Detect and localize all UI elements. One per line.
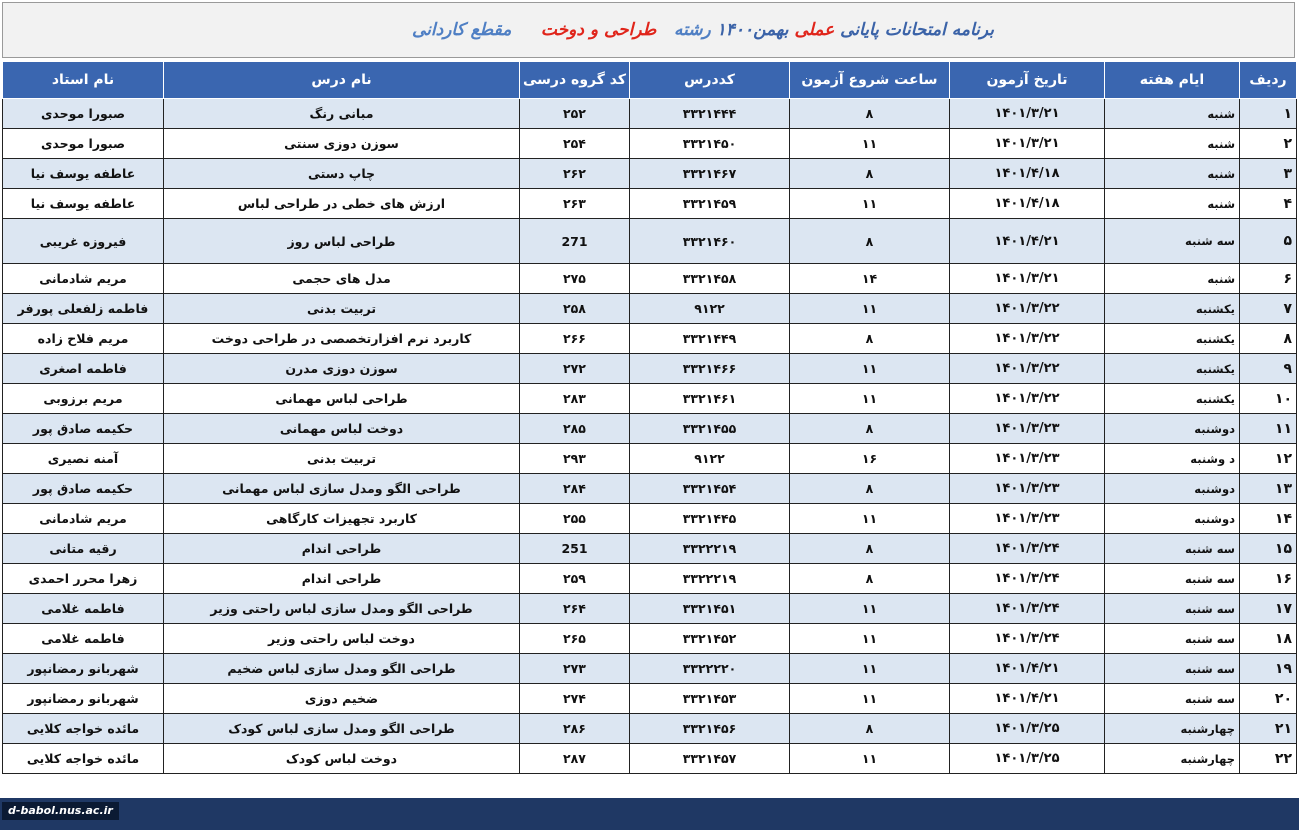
col-header-group: کد گروه درسی bbox=[520, 62, 630, 99]
cell-day: دوشنبه bbox=[1105, 504, 1240, 534]
cell-day: دوشنبه bbox=[1105, 474, 1240, 504]
cell-group: ۲۶۳ bbox=[520, 189, 630, 219]
cell-day: سه شنبه bbox=[1105, 684, 1240, 714]
cell-code: ۳۳۲۱۴۵۱ bbox=[630, 594, 790, 624]
cell-day: چهارشنبه bbox=[1105, 714, 1240, 744]
cell-code: ۳۳۲۱۴۶۷ bbox=[630, 159, 790, 189]
cell-date: ۱۴۰۱/۳/۲۴ bbox=[950, 564, 1105, 594]
cell-teacher: فاطمه زلفعلی پورفر bbox=[3, 294, 164, 324]
cell-group: ۲۶۶ bbox=[520, 324, 630, 354]
cell-teacher: مائده خواجه کلایی bbox=[3, 714, 164, 744]
cell-date: ۱۴۰۱/۳/۲۳ bbox=[950, 444, 1105, 474]
footer-url: d-babol.nus.ac.ir bbox=[2, 802, 119, 820]
cell-time: ۸ bbox=[790, 219, 950, 264]
cell-day: شنبه bbox=[1105, 264, 1240, 294]
table-row bbox=[3, 219, 1297, 264]
cell-course: سوزن دوزی سنتی bbox=[164, 129, 520, 159]
cell-course: کاربرد تجهیزات کارگاهی bbox=[164, 504, 520, 534]
cell-day: سه شنبه bbox=[1105, 654, 1240, 684]
cell-course: طراحی اندام bbox=[164, 564, 520, 594]
cell-num: ۱۲ bbox=[1240, 444, 1297, 474]
cell-group: ۲۸۴ bbox=[520, 474, 630, 504]
cell-time: ۸ bbox=[790, 99, 950, 129]
cell-num: ۹ bbox=[1240, 354, 1297, 384]
cell-teacher: عاطفه یوسف نیا bbox=[3, 189, 164, 219]
cell-course: ضخیم دوزی bbox=[164, 684, 520, 714]
cell-num: ۱۵ bbox=[1240, 534, 1297, 564]
cell-code: ۳۳۲۱۴۵۴ bbox=[630, 474, 790, 504]
table-row bbox=[3, 684, 1297, 714]
cell-date: ۱۴۰۱/۴/۲۱ bbox=[950, 219, 1105, 264]
cell-day: دوشنبه bbox=[1105, 414, 1240, 444]
cell-course: ارزش های خطی در طراحی لباس bbox=[164, 189, 520, 219]
cell-day: سه شنبه bbox=[1105, 624, 1240, 654]
page-title bbox=[412, 20, 994, 40]
cell-code: ۳۳۲۲۲۲۰ bbox=[630, 654, 790, 684]
cell-day: چهارشنبه bbox=[1105, 744, 1240, 774]
col-header-course: نام درس bbox=[164, 62, 520, 99]
cell-day: شنبه bbox=[1105, 189, 1240, 219]
title-part6: مقطع کاردانی bbox=[412, 20, 512, 40]
cell-code: ۹۱۲۲ bbox=[630, 294, 790, 324]
cell-time: ۱۱ bbox=[790, 624, 950, 654]
cell-date: ۱۴۰۱/۳/۲۳ bbox=[950, 474, 1105, 504]
cell-num: ۱۳ bbox=[1240, 474, 1297, 504]
cell-group: ۲۹۳ bbox=[520, 444, 630, 474]
cell-num: ۷ bbox=[1240, 294, 1297, 324]
cell-day: شنبه bbox=[1105, 129, 1240, 159]
cell-group: ۲۵۸ bbox=[520, 294, 630, 324]
cell-day: شنبه bbox=[1105, 99, 1240, 129]
cell-teacher: حکیمه صادق پور bbox=[3, 414, 164, 444]
cell-num: ۱۷ bbox=[1240, 594, 1297, 624]
cell-code: ۳۳۲۱۴۵۹ bbox=[630, 189, 790, 219]
cell-group: ۲۸۷ bbox=[520, 744, 630, 774]
title-part3: بهمن۱۴۰۰ bbox=[716, 20, 789, 40]
cell-time: ۱۱ bbox=[790, 504, 950, 534]
cell-teacher: حکیمه صادق پور bbox=[3, 474, 164, 504]
table-row bbox=[3, 294, 1297, 324]
cell-date: ۱۴۰۱/۴/۱۸ bbox=[950, 189, 1105, 219]
cell-code: ۳۳۲۱۴۵۸ bbox=[630, 264, 790, 294]
cell-num: ۴ bbox=[1240, 189, 1297, 219]
cell-group: ۲۶۲ bbox=[520, 159, 630, 189]
cell-teacher: عاطفه یوسف نیا bbox=[3, 159, 164, 189]
cell-day: سه شنبه bbox=[1105, 594, 1240, 624]
table-row bbox=[3, 324, 1297, 354]
cell-course: دوخت لباس کودک bbox=[164, 744, 520, 774]
table-row bbox=[3, 654, 1297, 684]
exam-schedule-table bbox=[2, 61, 1297, 774]
cell-date: ۱۴۰۱/۳/۲۲ bbox=[950, 384, 1105, 414]
cell-course: دوخت لباس راحتی وزیر bbox=[164, 624, 520, 654]
cell-time: ۱۶ bbox=[790, 444, 950, 474]
cell-num: ۶ bbox=[1240, 264, 1297, 294]
col-header-day: ایام هفته bbox=[1105, 62, 1240, 99]
cell-teacher: آمنه نصیری bbox=[3, 444, 164, 474]
cell-date: ۱۴۰۱/۳/۲۱ bbox=[950, 129, 1105, 159]
table-row bbox=[3, 444, 1297, 474]
cell-day: سه شنبه bbox=[1105, 564, 1240, 594]
cell-course: طراحی لباس مهمانی bbox=[164, 384, 520, 414]
col-header-num: ردیف bbox=[1240, 62, 1297, 99]
table-row bbox=[3, 714, 1297, 744]
cell-time: ۸ bbox=[790, 324, 950, 354]
cell-code: ۳۳۲۱۴۵۲ bbox=[630, 624, 790, 654]
cell-code: ۳۳۲۱۴۴۹ bbox=[630, 324, 790, 354]
cell-date: ۱۴۰۱/۳/۲۳ bbox=[950, 414, 1105, 444]
cell-time: ۱۱ bbox=[790, 294, 950, 324]
cell-day: د وشنبه bbox=[1105, 444, 1240, 474]
cell-teacher: فیروزه غریبی bbox=[3, 219, 164, 264]
cell-group: ۲۶۵ bbox=[520, 624, 630, 654]
table-row bbox=[3, 99, 1297, 129]
cell-course: طراحی الگو ومدل سازی لباس ضخیم bbox=[164, 654, 520, 684]
cell-num: ۱۴ bbox=[1240, 504, 1297, 534]
cell-time: ۸ bbox=[790, 564, 950, 594]
cell-num: ۱۰ bbox=[1240, 384, 1297, 414]
table-row bbox=[3, 534, 1297, 564]
cell-course: طراحی الگو ومدل سازی لباس مهمانی bbox=[164, 474, 520, 504]
cell-course: طراحی الگو ومدل سازی لباس کودک bbox=[164, 714, 520, 744]
cell-teacher: مریم برزوبی bbox=[3, 384, 164, 414]
title-part2: عملی bbox=[794, 20, 835, 40]
title-part1: برنامه امتحانات پایانی bbox=[840, 20, 994, 40]
cell-num: ۲ bbox=[1240, 129, 1297, 159]
cell-num: ۱۶ bbox=[1240, 564, 1297, 594]
cell-date: ۱۴۰۱/۳/۲۱ bbox=[950, 99, 1105, 129]
cell-group: ۲۶۴ bbox=[520, 594, 630, 624]
cell-date: ۱۴۰۱/۳/۲۲ bbox=[950, 354, 1105, 384]
cell-num: ۱۹ bbox=[1240, 654, 1297, 684]
cell-day: یکشنبه bbox=[1105, 384, 1240, 414]
cell-course: طراحی لباس روز bbox=[164, 219, 520, 264]
cell-group: ۲۵۲ bbox=[520, 99, 630, 129]
cell-date: ۱۴۰۱/۳/۲۱ bbox=[950, 264, 1105, 294]
cell-code: ۳۳۲۱۴۶۱ bbox=[630, 384, 790, 414]
cell-teacher: شهربانو رمضانپور bbox=[3, 654, 164, 684]
cell-time: ۸ bbox=[790, 414, 950, 444]
cell-time: ۱۱ bbox=[790, 744, 950, 774]
table-row bbox=[3, 594, 1297, 624]
cell-course: تربیت بدنی bbox=[164, 294, 520, 324]
cell-time: ۱۱ bbox=[790, 129, 950, 159]
cell-group: ۲۸۵ bbox=[520, 414, 630, 444]
cell-group: ۲۵۵ bbox=[520, 504, 630, 534]
cell-code: ۳۳۲۲۲۱۹ bbox=[630, 534, 790, 564]
cell-date: ۱۴۰۱/۳/۲۵ bbox=[950, 744, 1105, 774]
cell-time: ۱۱ bbox=[790, 684, 950, 714]
cell-time: ۱۱ bbox=[790, 384, 950, 414]
table-row bbox=[3, 159, 1297, 189]
col-header-teacher: نام استاد bbox=[3, 62, 164, 99]
cell-course: طراحی اندام bbox=[164, 534, 520, 564]
cell-course: سوزن دوزی مدرن bbox=[164, 354, 520, 384]
cell-time: ۸ bbox=[790, 714, 950, 744]
cell-time: ۱۱ bbox=[790, 654, 950, 684]
cell-course: تربیت بدنی bbox=[164, 444, 520, 474]
cell-time: ۱۴ bbox=[790, 264, 950, 294]
cell-time: ۸ bbox=[790, 159, 950, 189]
cell-teacher: شهربانو رمضانپور bbox=[3, 684, 164, 714]
cell-teacher: مریم فلاح زاده bbox=[3, 324, 164, 354]
table-row bbox=[3, 624, 1297, 654]
cell-code: ۹۱۲۲ bbox=[630, 444, 790, 474]
cell-group: 271 bbox=[520, 219, 630, 264]
cell-num: ۱۱ bbox=[1240, 414, 1297, 444]
cell-day: یکشنبه bbox=[1105, 294, 1240, 324]
cell-teacher: مریم شادمانی bbox=[3, 504, 164, 534]
table-row bbox=[3, 354, 1297, 384]
table-row bbox=[3, 504, 1297, 534]
cell-num: ۲۱ bbox=[1240, 714, 1297, 744]
cell-group: ۲۵۹ bbox=[520, 564, 630, 594]
cell-teacher: فاطمه غلامی bbox=[3, 594, 164, 624]
table-row bbox=[3, 564, 1297, 594]
cell-course: چاپ دستی bbox=[164, 159, 520, 189]
footer-bar bbox=[0, 798, 1299, 830]
cell-time: ۱۱ bbox=[790, 594, 950, 624]
cell-time: ۱۱ bbox=[790, 354, 950, 384]
cell-num: ۱ bbox=[1240, 99, 1297, 129]
cell-teacher: مریم شادمانی bbox=[3, 264, 164, 294]
cell-course: کاربرد نرم افزارتخصصی در طراحی دوخت bbox=[164, 324, 520, 354]
cell-code: ۳۳۲۱۴۵۰ bbox=[630, 129, 790, 159]
cell-course: طراحی الگو ومدل سازی لباس راحتی وزیر bbox=[164, 594, 520, 624]
cell-code: ۳۳۲۱۴۴۴ bbox=[630, 99, 790, 129]
cell-teacher: فاطمه غلامی bbox=[3, 624, 164, 654]
col-header-time: ساعت شروع آزمون bbox=[790, 62, 950, 99]
cell-day: سه شنبه bbox=[1105, 534, 1240, 564]
cell-num: ۵ bbox=[1240, 219, 1297, 264]
cell-day: یکشنبه bbox=[1105, 354, 1240, 384]
cell-time: ۸ bbox=[790, 534, 950, 564]
cell-day: سه شنبه bbox=[1105, 219, 1240, 264]
col-header-date: تاریخ آزمون bbox=[950, 62, 1105, 99]
cell-code: ۳۳۲۱۴۵۳ bbox=[630, 684, 790, 714]
cell-group: ۲۷۳ bbox=[520, 654, 630, 684]
cell-date: ۱۴۰۱/۳/۲۳ bbox=[950, 504, 1105, 534]
cell-date: ۱۴۰۱/۳/۲۲ bbox=[950, 324, 1105, 354]
table-row bbox=[3, 264, 1297, 294]
cell-teacher: زهرا محرر احمدی bbox=[3, 564, 164, 594]
cell-num: ۲۲ bbox=[1240, 744, 1297, 774]
cell-group: 251 bbox=[520, 534, 630, 564]
cell-date: ۱۴۰۱/۳/۲۴ bbox=[950, 624, 1105, 654]
table-row bbox=[3, 129, 1297, 159]
cell-date: ۱۴۰۱/۴/۱۸ bbox=[950, 159, 1105, 189]
table-row bbox=[3, 474, 1297, 504]
cell-teacher: فاطمه اصغری bbox=[3, 354, 164, 384]
cell-group: ۲۷۵ bbox=[520, 264, 630, 294]
table-row bbox=[3, 189, 1297, 219]
cell-time: ۸ bbox=[790, 474, 950, 504]
cell-num: ۱۸ bbox=[1240, 624, 1297, 654]
table-row bbox=[3, 744, 1297, 774]
table-header-row bbox=[3, 62, 1297, 99]
cell-teacher: صبورا موحدی bbox=[3, 129, 164, 159]
cell-course: مبانی رنگ bbox=[164, 99, 520, 129]
page-title-box bbox=[2, 2, 1295, 58]
cell-code: ۳۳۲۱۴۴۵ bbox=[630, 504, 790, 534]
cell-time: ۱۱ bbox=[790, 189, 950, 219]
cell-num: ۳ bbox=[1240, 159, 1297, 189]
table-row bbox=[3, 414, 1297, 444]
cell-code: ۳۳۲۱۴۵۷ bbox=[630, 744, 790, 774]
cell-date: ۱۴۰۱/۳/۲۴ bbox=[950, 594, 1105, 624]
cell-code: ۳۳۲۱۴۵۵ bbox=[630, 414, 790, 444]
cell-date: ۱۴۰۱/۴/۲۱ bbox=[950, 654, 1105, 684]
cell-day: یکشنبه bbox=[1105, 324, 1240, 354]
table-row bbox=[3, 384, 1297, 414]
cell-teacher: صبورا موحدی bbox=[3, 99, 164, 129]
cell-group: ۲۷۴ bbox=[520, 684, 630, 714]
cell-group: ۲۵۴ bbox=[520, 129, 630, 159]
cell-code: ۳۳۲۱۴۵۶ bbox=[630, 714, 790, 744]
col-header-code: کددرس bbox=[630, 62, 790, 99]
cell-date: ۱۴۰۱/۴/۲۱ bbox=[950, 684, 1105, 714]
cell-num: ۲۰ bbox=[1240, 684, 1297, 714]
cell-teacher: مائده خواجه کلایی bbox=[3, 744, 164, 774]
cell-day: شنبه bbox=[1105, 159, 1240, 189]
cell-code: ۳۳۲۲۲۱۹ bbox=[630, 564, 790, 594]
cell-course: دوخت لباس مهمانی bbox=[164, 414, 520, 444]
cell-group: ۲۷۲ bbox=[520, 354, 630, 384]
cell-group: ۲۸۳ bbox=[520, 384, 630, 414]
cell-group: ۲۸۶ bbox=[520, 714, 630, 744]
cell-code: ۳۳۲۱۴۶۰ bbox=[630, 219, 790, 264]
cell-num: ۸ bbox=[1240, 324, 1297, 354]
cell-course: مدل های حجمی bbox=[164, 264, 520, 294]
cell-date: ۱۴۰۱/۳/۲۴ bbox=[950, 534, 1105, 564]
title-part4: رشته bbox=[674, 20, 711, 40]
cell-date: ۱۴۰۱/۳/۲۵ bbox=[950, 714, 1105, 744]
cell-code: ۳۳۲۱۴۶۶ bbox=[630, 354, 790, 384]
title-part5: طراحی و دوخت bbox=[540, 20, 657, 40]
cell-teacher: رقیه متانی bbox=[3, 534, 164, 564]
cell-date: ۱۴۰۱/۳/۲۲ bbox=[950, 294, 1105, 324]
